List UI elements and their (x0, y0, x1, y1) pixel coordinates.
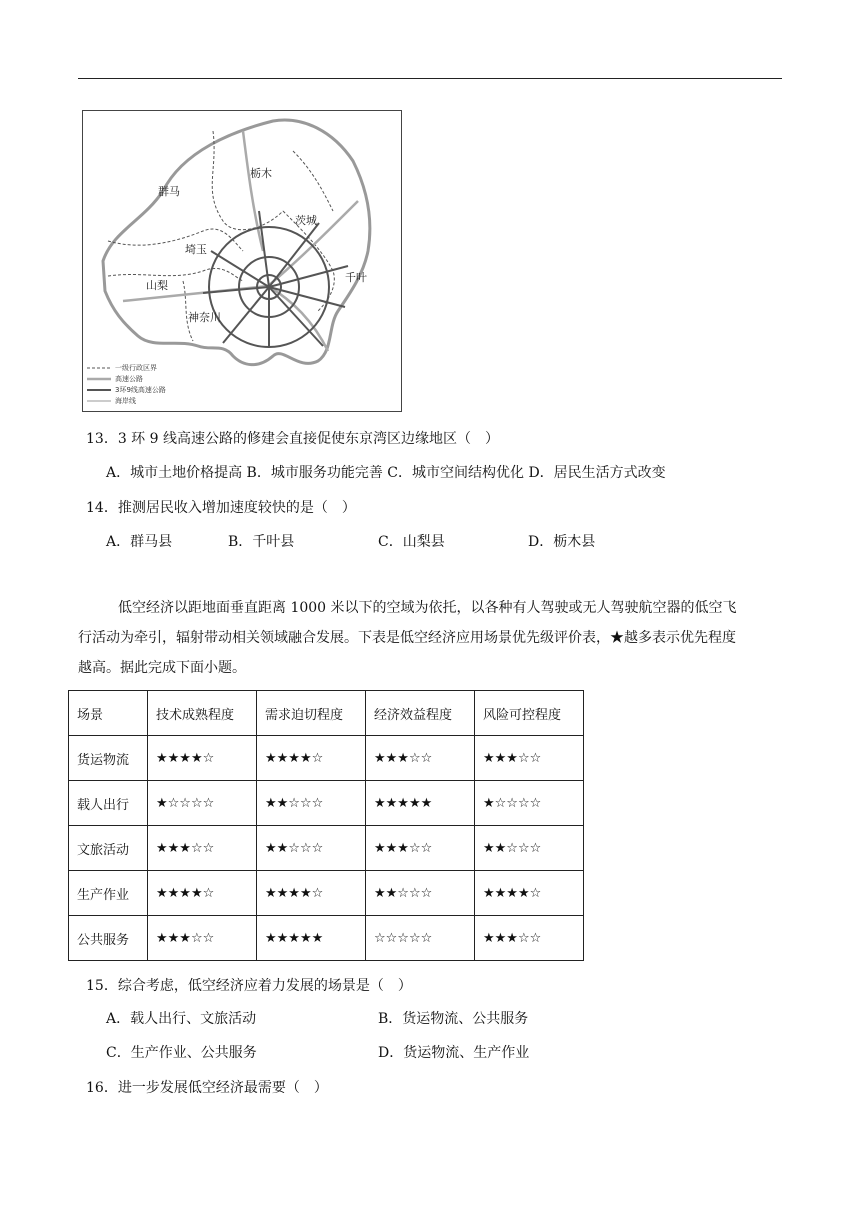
rating-cell: ★★☆☆☆ (475, 826, 584, 871)
label-yamanashi: 山梨 (146, 279, 168, 292)
question-14-option-d: D．栃木县 (528, 534, 596, 550)
question-15-option-b: B．货运物流、公共服务 (378, 1011, 529, 1027)
rating-cell: ★★☆☆☆ (257, 781, 366, 826)
label-saitama: 埼玉 (185, 243, 207, 256)
rating-cell: ★★★★☆ (257, 871, 366, 916)
rating-cell: ★★★☆☆ (366, 826, 475, 871)
scene-name-cell: 货运物流 (69, 736, 148, 781)
rating-cell: ★★★☆☆ (475, 916, 584, 961)
scene-name-cell: 载人出行 (69, 781, 148, 826)
label-tochigi: 栃木 (250, 167, 272, 180)
passage-line-3: 越高。据此完成下面小题。 (78, 660, 246, 676)
rating-cell: ★★☆☆☆ (366, 871, 475, 916)
question-15-option-c: C．生产作业、公共服务 (106, 1045, 257, 1061)
rating-cell: ★★☆☆☆ (257, 826, 366, 871)
rating-cell: ★★★☆☆ (366, 736, 475, 781)
header-rule (78, 78, 782, 79)
question-13-options: A．城市土地价格提高 B．城市服务功能完善 C．城市空间结构优化 D．居民生活方式改变 (106, 465, 666, 481)
question-14-stem: 14．推测居民收入增加速度较快的是（ ） (86, 500, 356, 516)
question-15-option-d: D．货运物流、生产作业 (378, 1045, 530, 1061)
table-row (69, 781, 584, 826)
passage-line-2: 行活动为牵引，辐射带动相关领域融合发展。下表是低空经济应用场景优先级评价表，★越多表示优先程度 (78, 630, 736, 646)
table-row (69, 871, 584, 916)
label-kanagawa: 神奈川 (188, 311, 221, 324)
passage-line-1: 低空经济以距地面垂直距离 1000 米以下的空域为依托，以各种有人驾驶或无人驾驶航空器的低空飞 (118, 600, 737, 616)
label-chiba: 千叶 (345, 271, 367, 284)
priority-table (68, 690, 584, 961)
rating-cell: ★★★★☆ (148, 871, 257, 916)
table-row (69, 916, 584, 961)
rating-cell: ★★★★☆ (257, 736, 366, 781)
label-ibaraki: 茨城 (295, 214, 317, 227)
table-header-row (69, 691, 584, 736)
svg-text:海岸线: 海岸线 (115, 397, 136, 405)
question-14-option-b: B．千叶县 (228, 534, 295, 550)
map-legend (87, 363, 166, 405)
table-row (69, 736, 584, 781)
map-drawing (83, 111, 401, 411)
question-15-stem: 15．综合考虑，低空经济应着力发展的场景是（ ） (86, 978, 412, 994)
question-14-option-c: C．山梨县 (378, 534, 445, 550)
table-row (69, 826, 584, 871)
rating-cell: ★★★☆☆ (475, 736, 584, 781)
rating-cell: ★☆☆☆☆ (475, 781, 584, 826)
rating-cell: ★★★★★ (366, 781, 475, 826)
svg-text:一级行政区界: 一级行政区界 (115, 364, 157, 372)
question-16-stem: 16．进一步发展低空经济最需要（ ） (86, 1080, 328, 1096)
question-15-option-a: A．载人出行、文旅活动 (106, 1011, 257, 1027)
rating-cell: ★☆☆☆☆ (148, 781, 257, 826)
svg-text:高速公路: 高速公路 (115, 375, 143, 383)
scene-name-cell: 公共服务 (69, 916, 148, 961)
passage (78, 593, 782, 683)
scene-name-cell: 文旅活动 (69, 826, 148, 871)
label-gunma: 群马 (158, 185, 180, 198)
tokyo-region-map (82, 110, 402, 412)
rating-cell: ★★★☆☆ (148, 826, 257, 871)
question-13-stem: 13．3 环 9 线高速公路的修建会直接促使东京湾区边缘地区（ ） (86, 431, 499, 447)
table-header-cell: 风险可控程度 (475, 691, 584, 736)
rating-cell: ★★★☆☆ (148, 916, 257, 961)
table-header-cell: 技术成熟程度 (148, 691, 257, 736)
rating-cell: ★★★★★ (257, 916, 366, 961)
svg-text:3环9线高速公路: 3环9线高速公路 (115, 386, 166, 394)
table-header-cell: 经济效益程度 (366, 691, 475, 736)
rating-cell: ☆☆☆☆☆ (366, 916, 475, 961)
scene-name-cell: 生产作业 (69, 871, 148, 916)
rating-cell: ★★★★☆ (475, 871, 584, 916)
table-header-cell: 场景 (69, 691, 148, 736)
question-14-option-a: A．群马县 (106, 534, 173, 550)
table-header-cell: 需求迫切程度 (257, 691, 366, 736)
rating-cell: ★★★★☆ (148, 736, 257, 781)
